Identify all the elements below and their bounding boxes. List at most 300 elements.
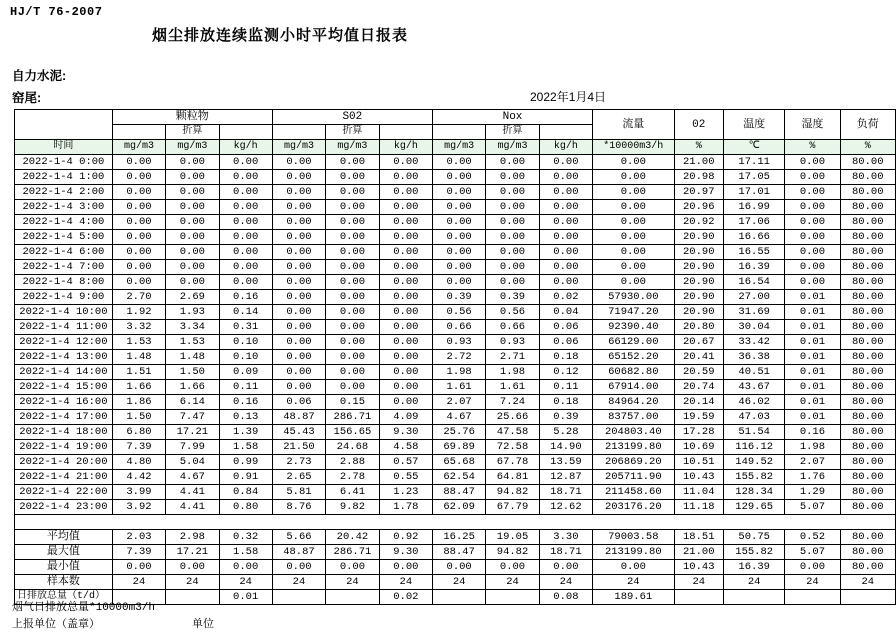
cell-value: 0.00 [272,290,325,305]
header-n-converted: 折算 [486,125,539,140]
summary-label: 平均值 [15,530,113,545]
cell-value: 0.00 [219,170,272,185]
footer-unit-label: 单位 [192,619,214,631]
table-row [15,335,896,350]
cell-value: 0.18 [539,395,592,410]
daily-blank [724,590,785,605]
cell-time: 2022-1-4 4:00 [15,215,113,230]
cell-value: 72.58 [486,440,539,455]
cell-value: 0.00 [785,215,840,230]
cell-value: 0.00 [166,155,219,170]
cell-value: 0.00 [486,230,539,245]
summary-value: 0.00 [486,560,539,575]
cell-value: 16.55 [724,245,785,260]
cell-value: 1.92 [112,305,165,320]
cell-value: 0.00 [326,170,380,185]
summary-value: 20.42 [326,530,380,545]
header-s-converted: 折算 [326,125,380,140]
cell-value: 0.00 [379,185,432,200]
summary-value: 24 [112,575,165,590]
summary-value: 24 [326,575,380,590]
cell-value: 5.28 [539,425,592,440]
header-temperature: 温度 [724,110,785,140]
cell-value: 0.00 [272,245,325,260]
cell-value: 0.00 [593,215,674,230]
cell-value: 80.00 [840,200,895,215]
cell-value: 20.14 [674,395,724,410]
table-row [15,380,896,395]
cell-value: 203176.20 [593,500,674,515]
unit-n-rate: kg/h [539,140,592,155]
daily-blank [785,590,840,605]
cell-value: 60682.80 [593,365,674,380]
cell-value: 0.01 [785,395,840,410]
cell-value: 80.00 [840,410,895,425]
cell-value: 80.00 [840,230,895,245]
cell-value: 16.39 [724,260,785,275]
cell-value: 12.87 [539,470,592,485]
cell-value: 0.06 [539,335,592,350]
table-header-group-row [15,110,896,125]
header-nox: Nox [432,110,592,125]
cell-value: 1.58 [219,440,272,455]
cell-value: 36.38 [724,350,785,365]
table-spacer-row [15,515,896,530]
cell-value: 21.00 [674,155,724,170]
cell-value: 13.59 [539,455,592,470]
cell-value: 0.00 [219,185,272,200]
cell-value: 80.00 [840,485,895,500]
header-p-converted: 折算 [166,125,219,140]
table-row [15,260,896,275]
summary-value: 24 [219,575,272,590]
cell-value: 80.00 [840,275,895,290]
unit-hum: % [785,140,840,155]
summary-value: 24 [674,575,724,590]
cell-value: 8.76 [272,500,325,515]
cell-value: 2.88 [326,455,380,470]
cell-value: 213199.80 [593,440,674,455]
cell-value: 1.50 [112,410,165,425]
cell-value: 0.00 [112,155,165,170]
cell-value: 0.00 [785,155,840,170]
cell-value: 0.39 [432,290,485,305]
cell-value: 0.00 [593,230,674,245]
cell-value: 0.11 [539,380,592,395]
cell-value: 0.01 [785,350,840,365]
cell-value: 20.74 [674,380,724,395]
cell-value: 1.66 [112,380,165,395]
cell-value: 128.34 [724,485,785,500]
cell-value: 17.01 [724,185,785,200]
cell-value: 0.00 [593,155,674,170]
summary-value: 0.00 [379,560,432,575]
cell-time: 2022-1-4 8:00 [15,275,113,290]
summary-value: 50.75 [724,530,785,545]
cell-value: 0.00 [326,320,380,335]
table-row [15,395,896,410]
cell-value: 40.51 [724,365,785,380]
cell-value: 1.76 [785,470,840,485]
cell-value: 0.00 [379,155,432,170]
summary-value: 0.00 [219,560,272,575]
cell-value: 80.00 [840,305,895,320]
summary-value: 24 [593,575,674,590]
summary-value: 48.87 [272,545,325,560]
cell-value: 0.00 [112,215,165,230]
cell-value: 4.67 [432,410,485,425]
cell-time: 2022-1-4 15:00 [15,380,113,395]
cell-value: 0.01 [785,380,840,395]
cell-value: 2.07 [785,455,840,470]
cell-value: 0.16 [219,290,272,305]
cell-time: 2022-1-4 9:00 [15,290,113,305]
spacer-cell [166,515,219,530]
table-row [15,455,896,470]
cell-value: 0.02 [539,290,592,305]
header-s-rate-blank [379,125,432,140]
table-row [15,365,896,380]
cell-value: 0.00 [272,185,325,200]
table-row [15,215,896,230]
summary-value: 24 [785,575,840,590]
cell-value: 27.00 [724,290,785,305]
cell-time: 2022-1-4 14:00 [15,365,113,380]
cell-value: 0.00 [539,215,592,230]
cell-value: 65152.20 [593,350,674,365]
summary-value: 21.00 [674,545,724,560]
summary-value: 18.51 [674,530,724,545]
cell-value: 25.76 [432,425,485,440]
summary-value: 0.00 [166,560,219,575]
unit-s-conv: mg/m3 [326,140,380,155]
cell-value: 0.00 [379,245,432,260]
cell-value: 17.28 [674,425,724,440]
summary-value: 24 [840,575,895,590]
cell-value: 0.66 [486,320,539,335]
cell-value: 0.00 [219,230,272,245]
cell-value: 1.61 [432,380,485,395]
cell-value: 0.00 [785,200,840,215]
cell-value: 0.00 [539,230,592,245]
cell-value: 0.00 [486,245,539,260]
cell-value: 0.00 [219,260,272,275]
cell-time: 2022-1-4 3:00 [15,200,113,215]
cell-value: 0.00 [166,260,219,275]
cell-value: 1.78 [379,500,432,515]
summary-value: 10.43 [674,560,724,575]
cell-value: 116.12 [724,440,785,455]
summary-label: 最小值 [15,560,113,575]
cell-value: 0.01 [785,290,840,305]
spacer-cell [539,515,592,530]
cell-value: 43.67 [724,380,785,395]
cell-value: 0.00 [486,170,539,185]
unit-load: % [840,140,895,155]
cell-value: 0.99 [219,455,272,470]
cell-value: 19.59 [674,410,724,425]
cell-value: 6.14 [166,395,219,410]
cell-value: 7.99 [166,440,219,455]
summary-value: 16.39 [724,560,785,575]
summary-value: 24 [166,575,219,590]
cell-value: 0.00 [326,290,380,305]
cell-value: 3.99 [112,485,165,500]
summary-value: 24 [432,575,485,590]
cell-value: 0.00 [326,365,380,380]
table-row [15,230,896,245]
cell-value: 0.31 [219,320,272,335]
cell-value: 2.73 [272,455,325,470]
cell-value: 1.53 [166,335,219,350]
cell-value: 0.00 [272,320,325,335]
cell-value: 0.00 [272,230,325,245]
cell-value: 5.07 [785,500,840,515]
standard-code: HJ/T 76-2007 [10,5,103,19]
cell-value: 66129.00 [593,335,674,350]
cell-value: 1.51 [112,365,165,380]
cell-value: 4.80 [112,455,165,470]
unit-p-conv: mg/m3 [166,140,219,155]
cell-value: 0.10 [219,335,272,350]
summary-value: 5.07 [785,545,840,560]
cell-value: 0.39 [539,410,592,425]
daily-flow-total: 189.61 [593,590,674,605]
cell-value: 2.69 [166,290,219,305]
cell-value: 0.00 [432,230,485,245]
cell-value: 1.50 [166,365,219,380]
spacer-cell [840,515,895,530]
unit-n-conc: mg/m3 [432,140,485,155]
daily-total-label: 日排放总量（t/d） [15,590,113,605]
cell-value: 0.04 [539,305,592,320]
unit-p-conc: mg/m3 [112,140,165,155]
header-n-rate-blank [539,125,592,140]
cell-value: 0.00 [326,305,380,320]
cell-value: 0.00 [272,365,325,380]
cell-value: 0.00 [379,290,432,305]
cell-value: 0.10 [219,350,272,365]
cell-value: 0.00 [432,185,485,200]
summary-value: 3.30 [539,530,592,545]
daily-blank [432,590,485,605]
cell-value: 206869.20 [593,455,674,470]
daily-blank [674,590,724,605]
cell-value: 0.00 [219,215,272,230]
cell-value: 80.00 [840,185,895,200]
cell-value: 80.00 [840,260,895,275]
cell-value: 80.00 [840,395,895,410]
cell-value: 31.69 [724,305,785,320]
cell-value: 1.98 [785,440,840,455]
summary-row [15,560,896,575]
daily-blank [486,590,539,605]
cell-value: 0.00 [593,245,674,260]
cell-value: 94.82 [486,485,539,500]
cell-value: 4.58 [379,440,432,455]
cell-value: 0.00 [272,380,325,395]
cell-value: 0.00 [326,245,380,260]
cell-value: 1.53 [112,335,165,350]
cell-value: 80.00 [840,155,895,170]
cell-value: 6.41 [326,485,380,500]
cell-value: 1.98 [432,365,485,380]
cell-time: 2022-1-4 13:00 [15,350,113,365]
cell-value: 45.43 [272,425,325,440]
summary-value: 286.71 [326,545,380,560]
summary-value: 17.21 [166,545,219,560]
cell-value: 4.41 [166,500,219,515]
cell-value: 205711.90 [593,470,674,485]
cell-value: 0.00 [272,170,325,185]
cell-value: 2.72 [432,350,485,365]
cell-value: 47.03 [724,410,785,425]
cell-time: 2022-1-4 1:00 [15,170,113,185]
cell-value: 7.24 [486,395,539,410]
cell-value: 0.00 [272,215,325,230]
unit-p-rate: kg/h [219,140,272,155]
cell-value: 0.39 [486,290,539,305]
table-row [15,275,896,290]
cell-value: 0.00 [166,215,219,230]
table-row [15,500,896,515]
header-so2: S02 [272,110,432,125]
cell-time: 2022-1-4 10:00 [15,305,113,320]
cell-value: 0.00 [219,155,272,170]
cell-value: 0.00 [486,215,539,230]
cell-time: 2022-1-4 22:00 [15,485,113,500]
cell-value: 0.00 [326,260,380,275]
summary-value: 0.32 [219,530,272,545]
unit-s-conc: mg/m3 [272,140,325,155]
cell-value: 20.67 [674,335,724,350]
cell-value: 7.47 [166,410,219,425]
spacer-cell [272,515,325,530]
table-row [15,485,896,500]
summary-value: 213199.80 [593,545,674,560]
cell-value: 80.00 [840,170,895,185]
cell-value: 12.62 [539,500,592,515]
cell-value: 3.32 [112,320,165,335]
table-row [15,425,896,440]
summary-value: 88.47 [432,545,485,560]
summary-value: 16.25 [432,530,485,545]
cell-value: 0.00 [539,185,592,200]
summary-row [15,575,896,590]
table-row [15,410,896,425]
table-row [15,470,896,485]
cell-value: 0.00 [593,275,674,290]
cell-value: 20.59 [674,365,724,380]
cell-value: 0.00 [432,200,485,215]
cell-value: 0.01 [785,320,840,335]
cell-value: 0.00 [432,245,485,260]
cell-value: 83757.00 [593,410,674,425]
cell-value: 30.04 [724,320,785,335]
cell-value: 0.00 [166,200,219,215]
cell-value: 4.41 [166,485,219,500]
cell-value: 62.09 [432,500,485,515]
cell-value: 0.00 [166,245,219,260]
summary-value: 0.00 [112,560,165,575]
cell-value: 286.71 [326,410,380,425]
footer-note: 烟气日排放总量*10000m3/h [12,602,156,614]
summary-value: 0.00 [593,560,674,575]
cell-value: 20.96 [674,200,724,215]
cell-value: 0.00 [379,200,432,215]
cell-value: 80.00 [840,425,895,440]
header-particulate: 颗粒物 [112,110,272,125]
summary-value: 80.00 [840,560,895,575]
summary-value: 2.98 [166,530,219,545]
cell-value: 80.00 [840,380,895,395]
cell-value: 17.06 [724,215,785,230]
cell-time: 2022-1-4 7:00 [15,260,113,275]
cell-time: 2022-1-4 16:00 [15,395,113,410]
table-row [15,320,896,335]
cell-value: 1.48 [166,350,219,365]
spacer-cell [724,515,785,530]
table-body [15,155,896,605]
cell-value: 1.23 [379,485,432,500]
cell-value: 0.00 [432,275,485,290]
cell-value: 80.00 [840,470,895,485]
report-date: 2022年1月4日 [530,90,607,104]
summary-value: 5.66 [272,530,325,545]
cell-value: 2.07 [432,395,485,410]
daily-blank [326,590,380,605]
unit-time: 时间 [15,140,113,155]
header-load: 负荷 [840,110,895,140]
source-name: 窑尾: [12,91,42,105]
cell-value: 0.00 [379,320,432,335]
cell-value: 204803.40 [593,425,674,440]
cell-value: 0.00 [539,200,592,215]
cell-value: 33.42 [724,335,785,350]
cell-value: 0.00 [486,275,539,290]
cell-value: 0.00 [166,230,219,245]
cell-value: 0.00 [272,260,325,275]
cell-value: 0.00 [539,170,592,185]
cell-value: 0.00 [486,200,539,215]
cell-value: 0.00 [539,245,592,260]
cell-value: 17.11 [724,155,785,170]
cell-value: 0.00 [379,230,432,245]
summary-value: 0.52 [785,530,840,545]
summary-value: 0.00 [272,560,325,575]
cell-time: 2022-1-4 6:00 [15,245,113,260]
spacer-cell [674,515,724,530]
cell-value: 92390.40 [593,320,674,335]
table-row [15,155,896,170]
summary-value: 1.58 [219,545,272,560]
cell-value: 0.15 [326,395,380,410]
cell-value: 0.00 [272,155,325,170]
cell-time: 2022-1-4 5:00 [15,230,113,245]
cell-value: 129.65 [724,500,785,515]
spacer-cell [326,515,380,530]
spacer-cell [379,515,432,530]
header-n-blank [432,125,485,140]
cell-value: 1.86 [112,395,165,410]
cell-value: 0.00 [379,365,432,380]
cell-value: 69.89 [432,440,485,455]
cell-value: 20.97 [674,185,724,200]
cell-value: 0.00 [432,260,485,275]
spacer-cell [785,515,840,530]
cell-value: 48.87 [272,410,325,425]
table-row [15,170,896,185]
